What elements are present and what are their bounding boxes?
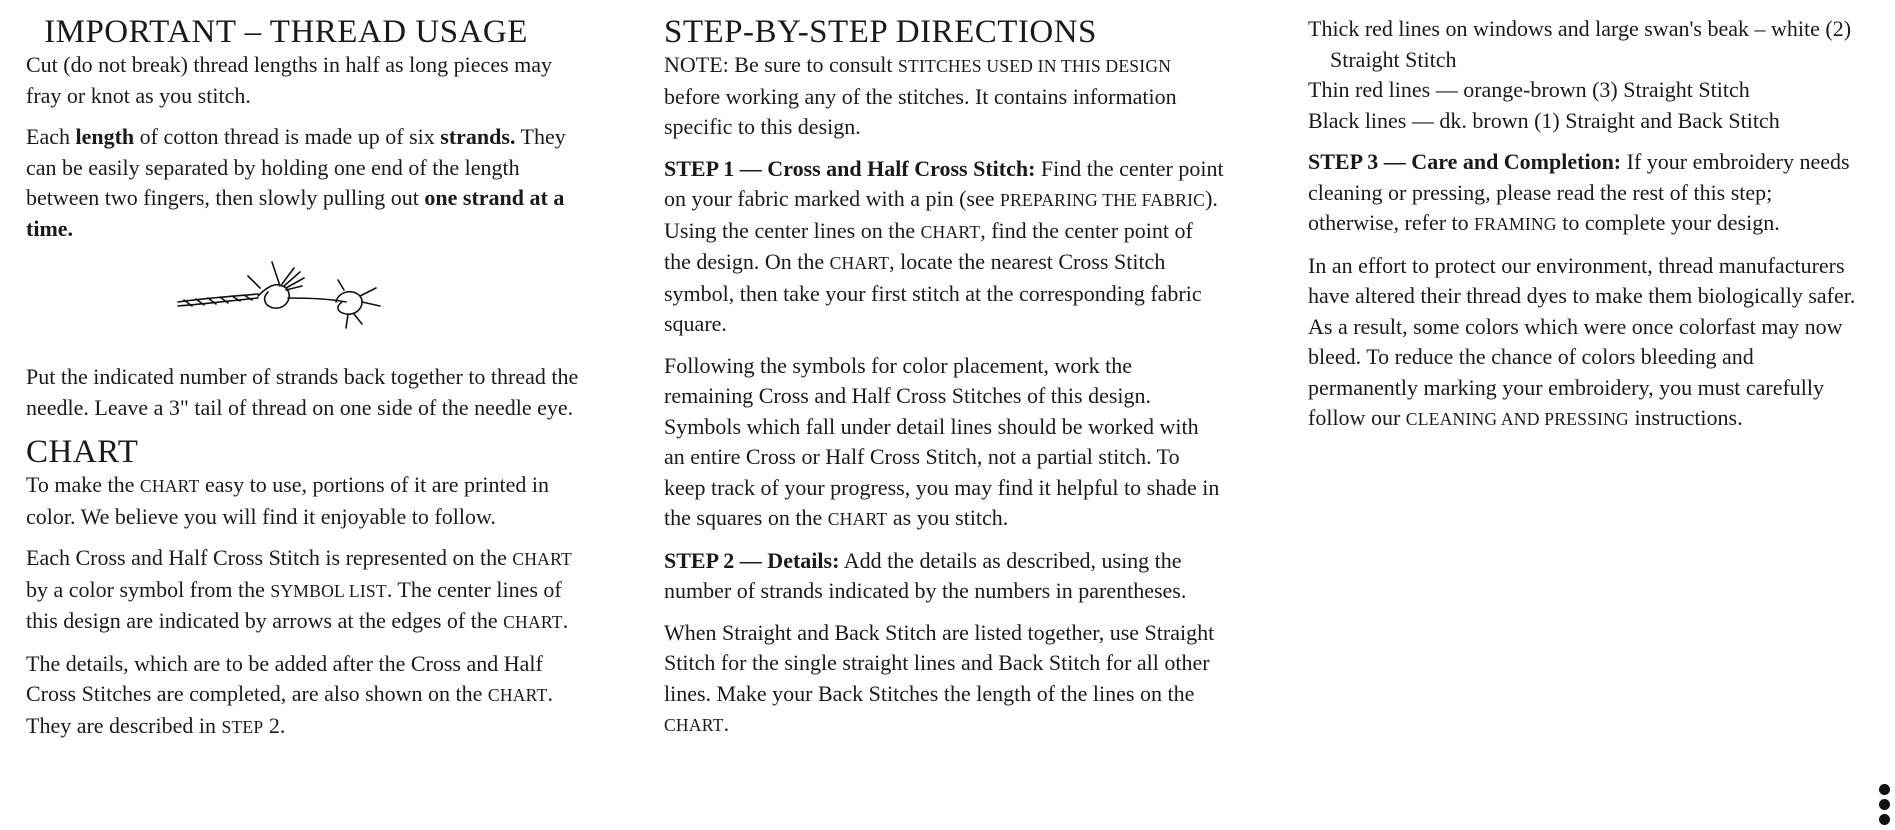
small-caps-reference: CHART (829, 253, 890, 273)
paragraph (1308, 147, 1863, 240)
paragraph (26, 649, 586, 743)
text: Each Cross and Half Cross Stitch is represented on the (26, 545, 513, 570)
detail-lines-list (1308, 14, 1863, 136)
paragraph (26, 362, 586, 423)
paragraph (664, 50, 1224, 143)
text: Black lines — dk. brown (1) Straight and Back Stitch (1308, 107, 1780, 133)
text: They can be easily separated by holding one end of the length between two fingers, then slowly pulling out (26, 124, 566, 210)
small-caps-reference: CHART (503, 612, 563, 632)
text: Find the center point on your fabric marked with a pin (see (664, 155, 1224, 211)
text: Thin red lines — orange-brown (3) Straight Stitch (1308, 77, 1750, 102)
text: Following the symbols for color placement, work the remaining Cross and Half Cross Stitches of this design. Symbols which fall under detail lines should be worked with an entire Cross or Half Cross Stitch, not a partial stitch. To keep track of your progress, you may find it helpful to shade in the squares on the (664, 352, 1220, 530)
bold-text: STEP 3 — Care and Completion: (1308, 149, 1622, 174)
small-caps-reference: FRAMING (1474, 214, 1557, 234)
small-caps-reference: SYMBOL LIST (270, 580, 387, 601)
column-thread-usage (26, 14, 586, 753)
bold-text: length (75, 124, 135, 149)
paragraph (26, 122, 586, 244)
thread-separating-illustration-icon (176, 258, 386, 336)
text: In an effort to protect our environment, thread manufacturers have altered their thread dyes to make them biologically safer. As a result, some colors which were once colorfast may now bleed. To reduce the chance of colors bleeding and permanently marking your embroidery, you must carefully follow our (1308, 252, 1856, 430)
paragraph (26, 50, 586, 111)
text: To make the (26, 472, 140, 497)
bold-text: STEP 2 — Details: (664, 547, 840, 573)
detail-line (1308, 14, 1863, 75)
text: easy to use, portions of it are printed in color. We believe you will find it enjoyable to follow. (26, 472, 549, 529)
text: Cut (do not break) thread lengths in half as long pieces may fray or knot as you stitch. (26, 52, 553, 108)
paragraph (664, 351, 1224, 535)
strands-instructions (26, 362, 586, 423)
small-caps-reference: STITCHES USED IN THIS DESIGN (898, 56, 1172, 76)
text: to complete your design. (1556, 210, 1780, 235)
small-caps-reference: CHART (920, 221, 981, 242)
text: Add the details as described, using the number of strands indicated by the numbers in parentheses. (664, 547, 1187, 603)
directions-heading: STEP-BY-STEP DIRECTIONS (664, 14, 1097, 50)
care-text (1308, 147, 1863, 435)
paragraph (664, 618, 1224, 741)
text: instructions. (1628, 405, 1743, 430)
paragraph (1308, 251, 1863, 435)
small-caps-reference: CHART (827, 509, 888, 529)
detail-line (1308, 75, 1863, 106)
text: . (723, 711, 730, 736)
small-caps-reference: PREPARING THE FABRIC (1000, 190, 1206, 210)
bold-text: strands. (440, 124, 516, 149)
thread-usage-text (26, 50, 586, 244)
paragraph (26, 543, 586, 638)
column-details-care (1308, 14, 1863, 446)
small-caps-reference: CHART (487, 685, 548, 705)
detail-line (1308, 106, 1863, 137)
text: ). Using the center lines on the (664, 186, 1218, 243)
text: . The center lines of this design are indicated by arrows at the edges of the (26, 576, 562, 633)
thread-usage-heading: IMPORTANT – THREAD USAGE (44, 14, 528, 50)
small-caps-reference: CHART (139, 476, 200, 496)
text: , locate the nearest Cross Stitch symbol, then take your first stitch at the corresponding fabric square. (664, 249, 1202, 336)
chart-heading: CHART (26, 434, 139, 470)
small-caps-reference: CLEANING AND PRESSING (1405, 409, 1629, 429)
text: When Straight and Back Stitch are listed together, use Straight Stitch for the single straight lines and Back Stitch for all other lines. Make your Back Stitches the length of the lines on the (664, 619, 1215, 706)
text: of cotton thread is made up of six (134, 124, 441, 149)
small-caps-reference: CHART (664, 715, 724, 735)
text: . (562, 608, 569, 633)
paragraph (664, 546, 1224, 607)
small-caps-reference: STEP (221, 716, 264, 737)
bold-text: STEP 1 — Cross and Half Cross Stitch: (664, 155, 1036, 181)
text: by a color symbol from the (26, 576, 271, 602)
directions-text (664, 50, 1224, 741)
chart-text (26, 470, 586, 742)
text: If your embroidery needs cleaning or pressing, please read the rest of this step; otherwise, refer to (1308, 149, 1850, 235)
text: as you stitch. (887, 505, 1009, 530)
paragraph (664, 154, 1224, 340)
column-directions (664, 14, 1224, 752)
text: 2. (263, 712, 286, 738)
binding-edge-marks (1879, 784, 1891, 829)
small-caps-reference: CHART (512, 549, 572, 569)
paragraph (26, 470, 586, 532)
text: , find the center point of the design. On the (664, 217, 1193, 274)
text: The details, which are to be added after the Cross and Half Cross Stitches are completed, are also shown on the (26, 650, 543, 706)
text: Each (26, 124, 76, 149)
text: NOTE: Be sure to consult (664, 52, 899, 77)
text: before working any of the stitches. It contains information specific to this design. (664, 83, 1177, 139)
text: Thick red lines on windows and large swan's beak – white (2) Straight Stitch (1308, 16, 1852, 72)
text: . They are described in (26, 681, 553, 738)
bold-text: one strand at a time. (26, 185, 565, 241)
text: Put the indicated number of strands back together to thread the needle. Leave a 3" tail of thread on one side of the needle eye. (26, 364, 579, 420)
